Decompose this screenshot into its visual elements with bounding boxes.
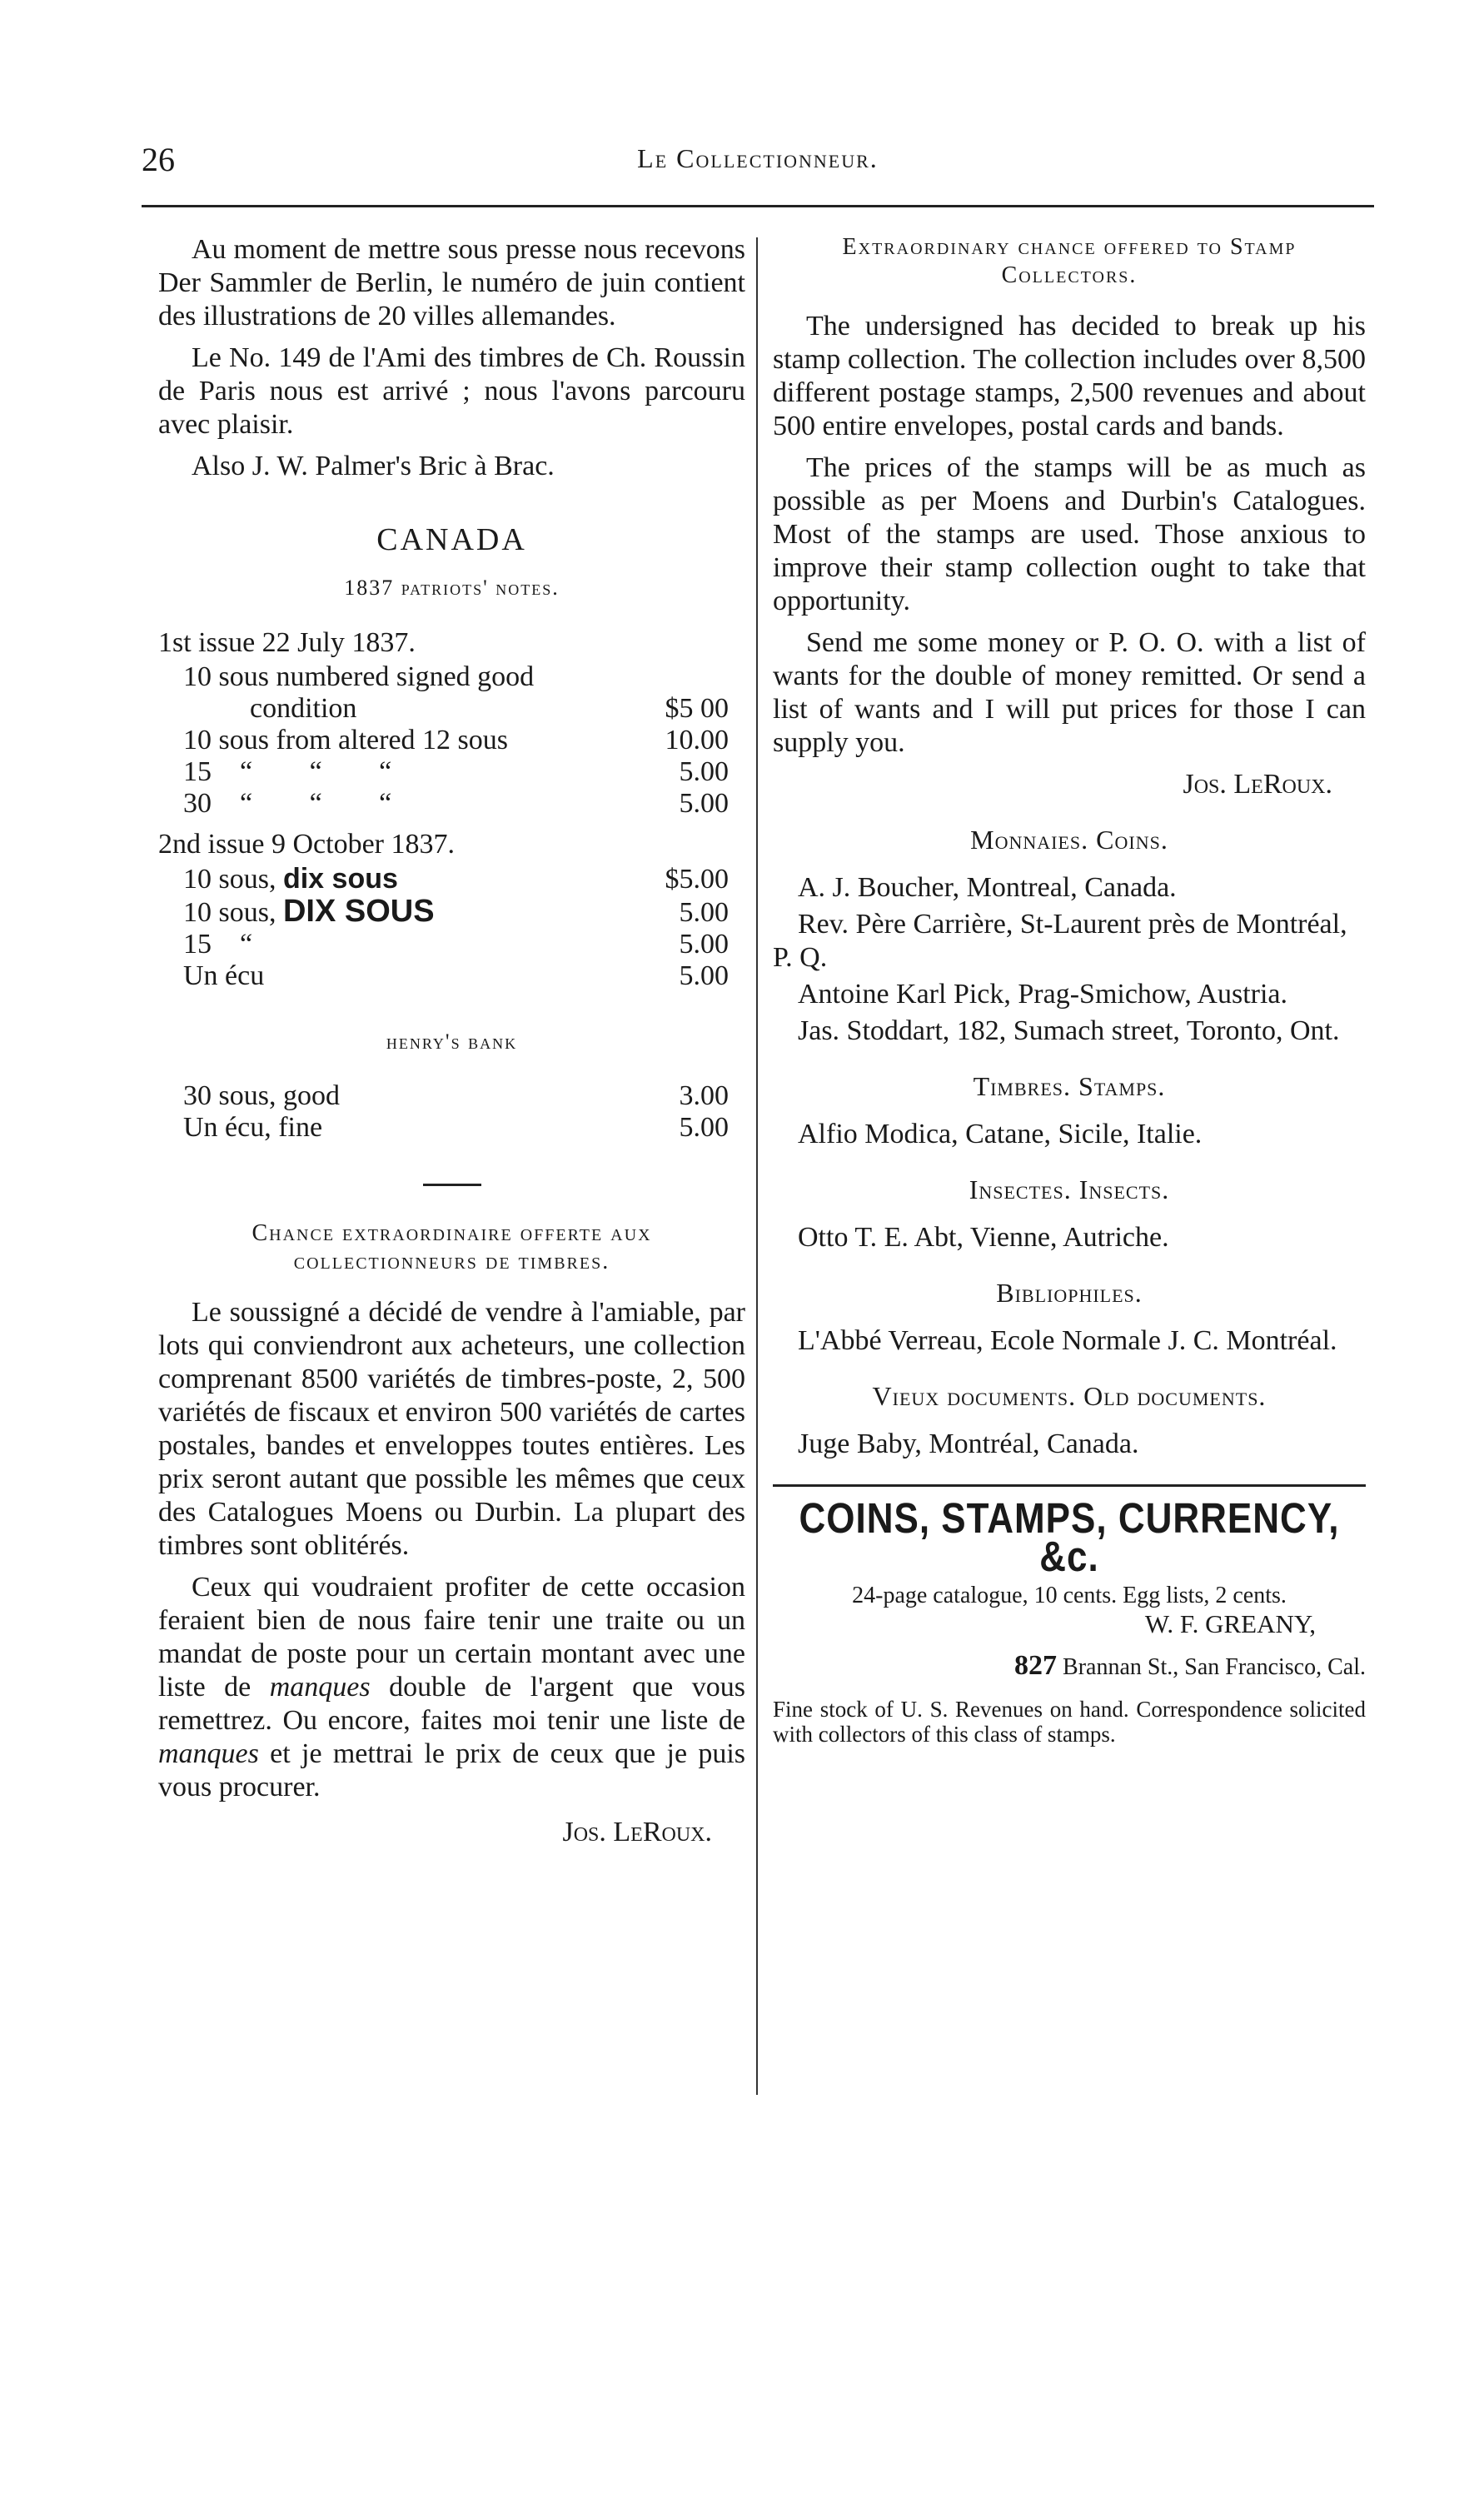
ad-street-number: 827	[1014, 1650, 1058, 1681]
price-value: 5.00	[679, 897, 729, 928]
ad-title: COINS, STAMPS, CURRENCY, &c.	[799, 1495, 1340, 1581]
price-row	[158, 725, 745, 756]
price-value: $5.00	[665, 864, 729, 895]
directory-entry: Juge Baby, Montréal, Canada.	[798, 1428, 1139, 1459]
offer-paragraph-2: The prices of the stamps will be as much as possible as per Moens and Durbin's Catalogues. Most of the stamps are used. Those anxious to improve their stamp collection ought to take that opportunity.	[773, 452, 1366, 616]
price-item-denomination: 10 sous,	[183, 864, 283, 895]
header-rule	[142, 205, 1374, 207]
price-item-denomination: 30	[183, 788, 212, 819]
price-row	[158, 693, 745, 725]
price-value: 5.00	[679, 929, 729, 960]
advertisement-rule	[773, 1484, 1366, 1487]
ad-street: Brannan St., San Francisco, Cal.	[1057, 1654, 1366, 1680]
page-number: 26	[142, 141, 175, 178]
overprint-text: DIX SOUS	[282, 894, 435, 929]
price-value: 5.00	[679, 756, 729, 787]
directory-entry: Alfio Modica, Catane, Sicile, Italie.	[798, 1119, 1203, 1149]
ad-catalogue-line: 24-page catalogue, 10 cents. Egg lists, 2 cents.	[852, 1583, 1287, 1608]
right-column	[773, 233, 1366, 1747]
canada-heading: CANADA	[376, 522, 527, 557]
section-separator	[423, 1184, 481, 1186]
first-issue-heading: 1st issue 22 July 1837.	[158, 627, 416, 658]
price-item-desc	[158, 788, 629, 820]
directory-heading-bibliophiles: Bibliophiles.	[996, 1278, 1143, 1308]
directory-entry: A. J. Boucher, Montreal, Canada.	[798, 872, 1177, 903]
price-row	[158, 895, 745, 929]
emphasis-manques: manques	[269, 1672, 371, 1703]
directory-heading-old-documents: Vieux documents. Old documents.	[872, 1381, 1267, 1411]
price-row	[158, 1080, 745, 1112]
henrys-bank-heading: henry's bank	[386, 1030, 518, 1054]
overprint-text: dix sous	[282, 863, 398, 895]
directory-heading-insects: Insectes. Insects.	[969, 1174, 1170, 1204]
price-item-desc: Un écu	[183, 960, 265, 991]
price-value: $5 00	[665, 693, 729, 724]
page-header	[142, 140, 1374, 190]
ditto-marks: “	[240, 929, 278, 960]
signature-leroux-en: Jos. LeRoux.	[1183, 769, 1332, 800]
news-paragraph-sammler: Au moment de mettre sous presse nous recevons Der Sammler de Berlin, le numéro de juin contient des illustrations de 20 villes allemandes.	[158, 234, 745, 332]
price-item-denomination: 15	[183, 929, 212, 960]
price-row	[158, 756, 745, 788]
left-column	[158, 233, 745, 1849]
chance-extraordinaire-heading: Chance extraordinaire offerte aux collectionneurs de timbres.	[251, 1220, 652, 1274]
second-issue-price-list	[158, 863, 745, 992]
price-value: 10.00	[665, 725, 729, 755]
second-issue-heading: 2nd issue 9 October 1837.	[158, 829, 456, 860]
price-item-desc: 10 sous numbered signed good	[183, 661, 535, 692]
ad-address	[773, 1652, 1366, 1682]
price-row	[158, 929, 745, 960]
offer-paragraph-3: Send me some money or P. O. O. with a list of wants for the double of money remitted. Or send a list of wants and I will put prices for those I can supply you.	[773, 627, 1366, 758]
price-item-desc-continued: condition	[250, 693, 357, 724]
price-item-desc	[158, 929, 629, 960]
first-issue-price-list	[158, 661, 745, 820]
directory-entry: Rev. Père Carrière, St-Laurent près de Montréal, P. Q.	[773, 909, 1347, 973]
price-row	[158, 788, 745, 820]
directory-entry: L'Abbé Verreau, Ecole Normale J. C. Montréal.	[798, 1325, 1337, 1356]
price-item-denomination: 15	[183, 756, 212, 787]
price-value: 3.00	[679, 1080, 729, 1111]
price-value: 5.00	[679, 788, 729, 819]
ditto-marks: “ “ “	[240, 756, 417, 787]
directory-entry: Antoine Karl Pick, Prag-Smichow, Austria.	[798, 979, 1287, 1010]
directory-entry: Otto T. E. Abt, Vienne, Autriche.	[798, 1222, 1169, 1253]
price-item-desc: 10 sous from altered 12 sous	[183, 725, 509, 755]
ditto-marks: “ “ “	[240, 788, 417, 819]
price-value: 5.00	[679, 960, 729, 991]
price-row	[158, 661, 745, 693]
emphasis-manques: manques	[158, 1738, 259, 1769]
directory-entry: Jas. Stoddart, 182, Sumach street, Toronto, Ont.	[798, 1015, 1340, 1046]
chance-paragraph-2: Ceux qui voudraient profiter de cette occasion feraient bien de nous faire tenir une traite ou un mandat de poste pour un certain montant avec une liste de manques double de l'argent que vous remettrez. Ou encore, faites moi tenir une liste de manques et je mettrai le prix de ceux que je puis vous procurer.	[158, 1572, 745, 1802]
directory-heading-stamps: Timbres. Stamps.	[973, 1071, 1166, 1101]
extraordinary-chance-heading: Extraordinary chance offered to Stamp Collectors.	[842, 234, 1297, 288]
henrys-bank-price-list	[158, 1080, 745, 1144]
ad-dealer-name: W. F. GREANY,	[1144, 1609, 1316, 1638]
price-item-desc: 30 sous, good	[183, 1080, 340, 1111]
patriots-notes-heading: 1837 patriots' notes.	[344, 576, 560, 600]
price-row	[158, 1112, 745, 1144]
signature-leroux-fr: Jos. LeRoux.	[562, 1817, 712, 1847]
ad-body: Fine stock of U. S. Revenues on hand. Correspondence solicited with collectors of this class of stamps.	[773, 1697, 1366, 1747]
price-row	[158, 863, 745, 895]
news-paragraph-ami-des-timbres: Le No. 149 de l'Ami des timbres de Ch. Roussin de Paris nous est arrivé ; nous l'avons parcouru avec plaisir.	[158, 342, 745, 440]
price-row	[158, 960, 745, 992]
price-item-desc: Un écu, fine	[183, 1112, 323, 1143]
price-value: 5.00	[679, 1112, 729, 1143]
greany-advertisement	[773, 1495, 1366, 1747]
running-title: Le Collectionneur.	[637, 143, 879, 173]
price-item-desc	[158, 756, 629, 788]
chance-paragraph-1: Le soussigné a décidé de vendre à l'amiable, par lots qui conviendront aux acheteurs, une collection comprenant 8500 variétés de timbres-poste, 2, 500 variétés de fiscaux et environ 500 variétés de cartes postales, bandes et enveloppes toutes entières. Les prix seront autant que possible les mêmes que ceux des Catalogues Moens ou Durbin. La plupart des timbres sont oblitérés.	[158, 1297, 745, 1561]
price-item-desc	[158, 863, 629, 895]
price-item-denomination: 10 sous,	[183, 897, 283, 928]
price-item-desc	[158, 895, 629, 929]
column-divider	[756, 237, 758, 2095]
directory-heading-coins: Monnaies. Coins.	[970, 825, 1168, 855]
news-paragraph-bric-a-brac: Also J. W. Palmer's Bric à Brac.	[192, 451, 555, 481]
offer-paragraph-1: The undersigned has decided to break up his stamp collection. The collection includes over 8,500 different postage stamps, 2,500 revenues and about 500 entire envelopes, postal cards and bands.	[773, 311, 1366, 441]
